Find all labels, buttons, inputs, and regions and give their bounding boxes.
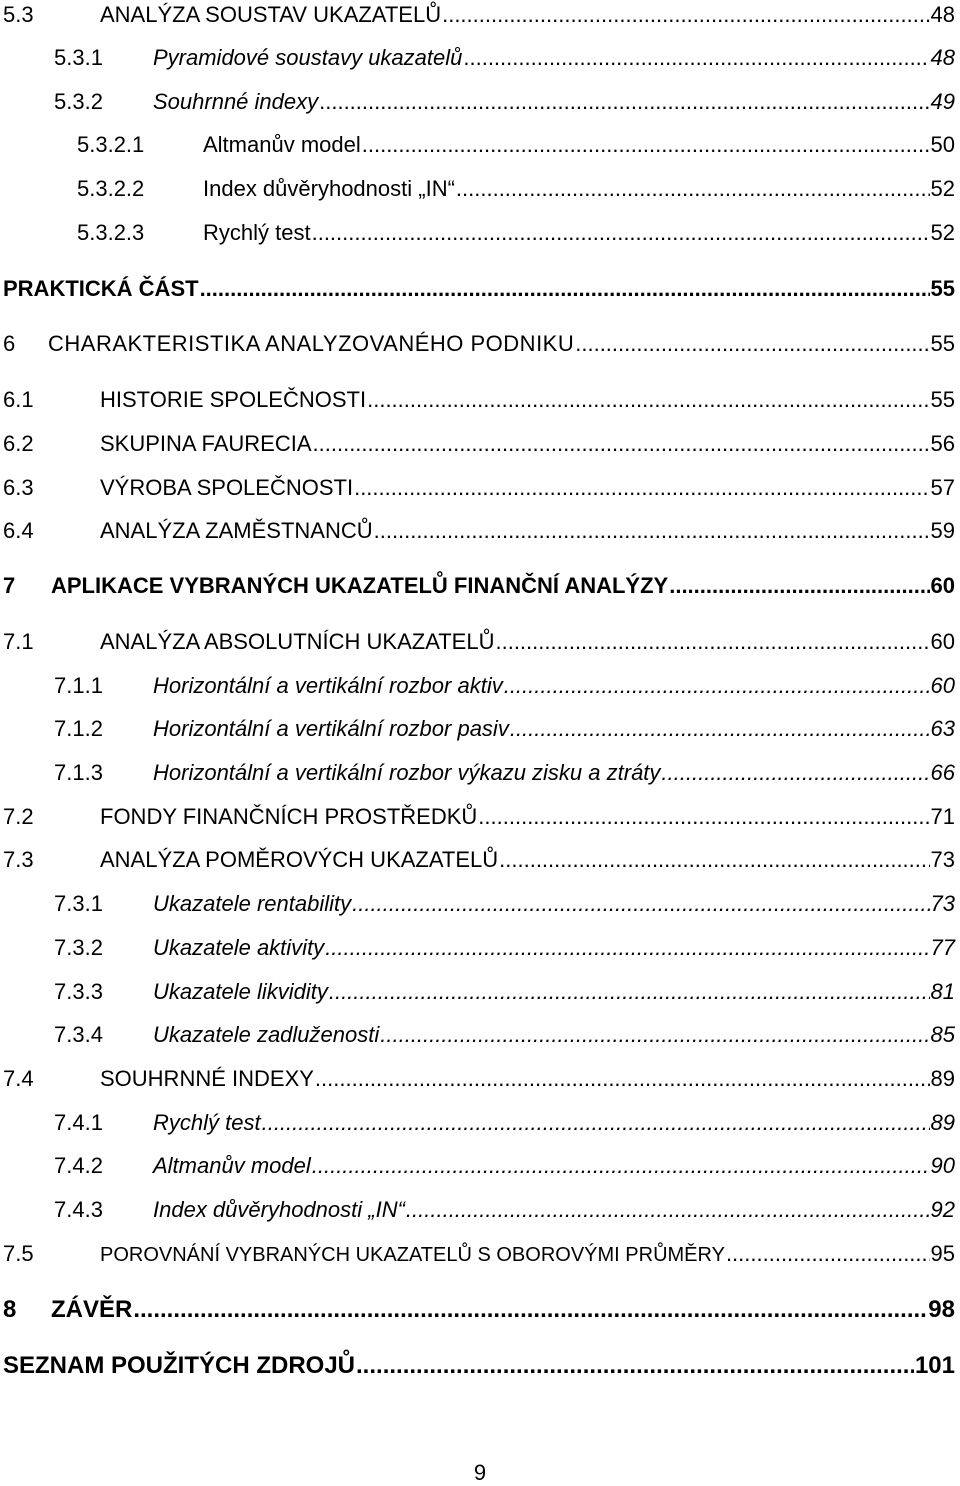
toc-page: 101 (914, 1352, 955, 1379)
toc-leader (200, 276, 930, 302)
toc-title: VÝROBA SPOLEČNOSTI (100, 475, 354, 500)
toc-entry[interactable] (0, 331, 955, 357)
toc-leader (133, 1296, 927, 1324)
toc-number: 7.4.3 (54, 1197, 103, 1222)
toc-page: 48 (930, 2, 955, 27)
toc-entry[interactable] (0, 935, 955, 961)
toc-page: 90 (930, 1153, 955, 1178)
toc-leader (478, 804, 929, 830)
toc-leader (313, 431, 930, 457)
toc-leader (726, 1241, 930, 1267)
toc-entry[interactable] (0, 573, 955, 599)
toc-page: 73 (930, 847, 955, 872)
toc-number: 7.3.2 (54, 935, 103, 960)
toc-title: Rychlý test (203, 220, 311, 245)
toc-entry[interactable] (0, 760, 955, 786)
toc-leader (380, 1022, 929, 1048)
toc-entry[interactable] (0, 89, 955, 115)
toc-number: 7.4.2 (54, 1153, 103, 1178)
toc-leader (325, 935, 929, 961)
toc-title: HISTORIE SPOLEČNOSTI (100, 387, 367, 412)
toc-entry[interactable] (0, 804, 955, 830)
toc-entry[interactable] (0, 716, 955, 742)
toc-leader (374, 518, 930, 544)
toc-leader (362, 132, 930, 158)
toc-entry[interactable] (0, 1197, 955, 1223)
toc-title: APLIKACE VYBRANÝCH UKAZATELŮ FINANČNÍ ANALÝZY (51, 573, 669, 598)
toc-entry[interactable] (0, 45, 955, 71)
toc-number: 7.1.3 (54, 760, 103, 785)
toc-entry[interactable] (0, 1153, 955, 1179)
toc-leader (495, 629, 929, 655)
toc-number: 7.5 (3, 1241, 34, 1266)
toc-page: 48 (930, 45, 955, 70)
toc-title: Index důvěryhodnosti „IN“ (203, 176, 455, 201)
toc-title: Altmanův model (203, 132, 361, 157)
toc-title: Horizontální a vertikální rozbor aktiv (153, 673, 503, 698)
toc-leader (456, 176, 930, 202)
toc-leader (367, 387, 929, 413)
toc-number: 6 (3, 331, 16, 356)
toc-title: ANALÝZA SOUSTAV UKAZATELŮ (100, 2, 442, 27)
toc-title: ANALÝZA ABSOLUTNÍCH UKAZATELŮ (100, 629, 495, 654)
toc-number: 7.3.4 (54, 1022, 103, 1047)
toc-entry[interactable] (0, 220, 955, 246)
toc-leader (661, 760, 929, 786)
toc-entry[interactable] (0, 387, 955, 413)
toc-title: Horizontální a vertikální rozbor pasiv (153, 716, 509, 741)
toc-number: 7.1.1 (54, 673, 103, 698)
toc-page: 85 (930, 1022, 955, 1047)
toc-page: 60 (930, 673, 955, 698)
toc-leader (319, 89, 929, 115)
toc-leader (329, 979, 930, 1005)
toc-entry[interactable] (0, 979, 955, 1005)
page-number: 9 (473, 1460, 487, 1485)
toc-number: 7.3.1 (54, 891, 103, 916)
toc-page: 92 (930, 1197, 955, 1222)
toc-page: 81 (930, 979, 955, 1004)
toc-page: 66 (930, 760, 955, 785)
toc-number: 7.4 (3, 1066, 34, 1091)
toc-number: 6.4 (3, 518, 34, 543)
toc-number: 7.2 (3, 804, 34, 829)
toc-entry[interactable] (0, 673, 955, 699)
toc-number: 5.3.2.3 (77, 220, 145, 245)
toc-title: Index důvěryhodnosti „IN“ (153, 1197, 405, 1222)
toc-title: Ukazatele aktivity (153, 935, 325, 960)
toc-leader (354, 475, 929, 501)
toc-leader (669, 573, 929, 599)
toc-entry[interactable] (0, 132, 955, 158)
toc-leader (499, 847, 929, 873)
toc-number: 7.3 (3, 847, 34, 872)
toc-number: 7.4.1 (54, 1110, 103, 1135)
toc-entry[interactable] (0, 475, 955, 501)
toc-number: 7.1.2 (54, 716, 103, 741)
toc-title: SOUHRNNÉ INDEXY (100, 1066, 314, 1091)
toc-title: Ukazatele rentability (153, 891, 352, 916)
toc-entry[interactable] (0, 276, 955, 302)
toc-page: 57 (930, 475, 955, 500)
toc-page: 56 (930, 431, 955, 456)
toc-number: 5.3.2.2 (77, 176, 145, 201)
toc-leader (406, 1197, 930, 1223)
toc-page: 77 (930, 935, 955, 960)
toc-number: 6.3 (3, 475, 34, 500)
toc-page: 49 (930, 89, 955, 114)
toc-leader (312, 220, 930, 246)
toc-number: 5.3.2 (54, 89, 103, 114)
toc-title: FONDY FINANČNÍCH PROSTŘEDKŮ (100, 804, 478, 829)
toc-number: 6.1 (3, 387, 34, 412)
toc-page: 73 (930, 891, 955, 916)
toc-number: 6.2 (3, 431, 34, 456)
toc-entry[interactable] (0, 1110, 955, 1136)
toc-page: 60 (930, 629, 955, 654)
toc-entry[interactable] (0, 2, 955, 28)
toc-page: 59 (930, 518, 955, 543)
toc-title: SKUPINA FAURECIA (100, 431, 312, 456)
toc-page: 89 (930, 1110, 955, 1135)
toc-entry[interactable] (0, 1352, 955, 1380)
toc-entry[interactable] (0, 176, 955, 202)
toc-entry[interactable] (0, 1296, 955, 1324)
toc-page: 89 (930, 1066, 955, 1091)
toc-leader (575, 331, 929, 357)
toc-entry[interactable] (0, 629, 955, 655)
toc-page: 52 (930, 220, 955, 245)
toc-leader (463, 45, 929, 71)
toc-entry[interactable] (0, 431, 955, 457)
toc-leader (262, 1110, 930, 1136)
toc-title: ZÁVĚR (51, 1296, 133, 1323)
toc-title: Rychlý test (153, 1110, 261, 1135)
toc-number: 7.3.3 (54, 979, 103, 1004)
toc-number: 8 (3, 1296, 17, 1323)
toc-title: SEZNAM POUŽITÝCH ZDROJŮ (3, 1352, 356, 1379)
toc-page: 98 (928, 1296, 955, 1323)
toc-page: 55 (930, 387, 955, 412)
toc-entry[interactable] (0, 518, 955, 544)
toc-leader (312, 1153, 930, 1179)
toc-number: 7.1 (3, 629, 34, 654)
toc-page: 71 (930, 804, 955, 829)
toc-title: POROVNÁNÍ VYBRANÝCH UKAZATELŮ S OBOROVÝMI PRŮMĚRY (100, 1244, 725, 1266)
toc-number: 5.3 (3, 2, 34, 27)
toc-number: 7 (3, 573, 16, 598)
toc-page: 55 (930, 331, 955, 356)
toc-entry[interactable] (0, 847, 955, 873)
toc-leader (315, 1066, 930, 1092)
toc-title: PRAKTICKÁ ČÁST (3, 276, 199, 301)
toc-number: 5.3.1 (54, 45, 103, 70)
toc-leader (442, 2, 929, 28)
toc-entry[interactable] (0, 1241, 955, 1267)
toc-title: Souhrnné indexy (153, 89, 319, 114)
toc-entry[interactable] (0, 891, 955, 917)
toc-entry[interactable] (0, 1022, 955, 1048)
toc-leader (356, 1352, 914, 1380)
toc-title: Ukazatele likvidity (153, 979, 328, 1004)
toc-page: 52 (930, 176, 955, 201)
toc-leader (510, 716, 930, 742)
toc-number: 5.3.2.1 (77, 132, 145, 157)
toc-leader (352, 891, 929, 917)
toc-title: ANALÝZA ZAMĚSTNANCŮ (100, 518, 373, 543)
toc-page: 55 (930, 276, 955, 301)
toc-title: Altmanův model (153, 1153, 311, 1178)
toc-title: Horizontální a vertikální rozbor výkazu zisku a ztráty (153, 760, 661, 785)
toc-page: 63 (930, 716, 955, 741)
toc-title: CHARAKTERISTIKA ANALYZOVANÉHO PODNIKU (48, 331, 575, 356)
toc-title: Pyramidové soustavy ukazatelů (153, 45, 463, 70)
toc-title: ANALÝZA POMĚROVÝCH UKAZATELŮ (100, 847, 499, 872)
toc-leader (504, 673, 930, 699)
toc-page: 60 (930, 573, 955, 598)
toc-title: Ukazatele zadluženosti (153, 1022, 380, 1047)
toc-page: 50 (930, 132, 955, 157)
toc-entry[interactable] (0, 1066, 955, 1092)
toc-page: 95 (930, 1241, 955, 1266)
